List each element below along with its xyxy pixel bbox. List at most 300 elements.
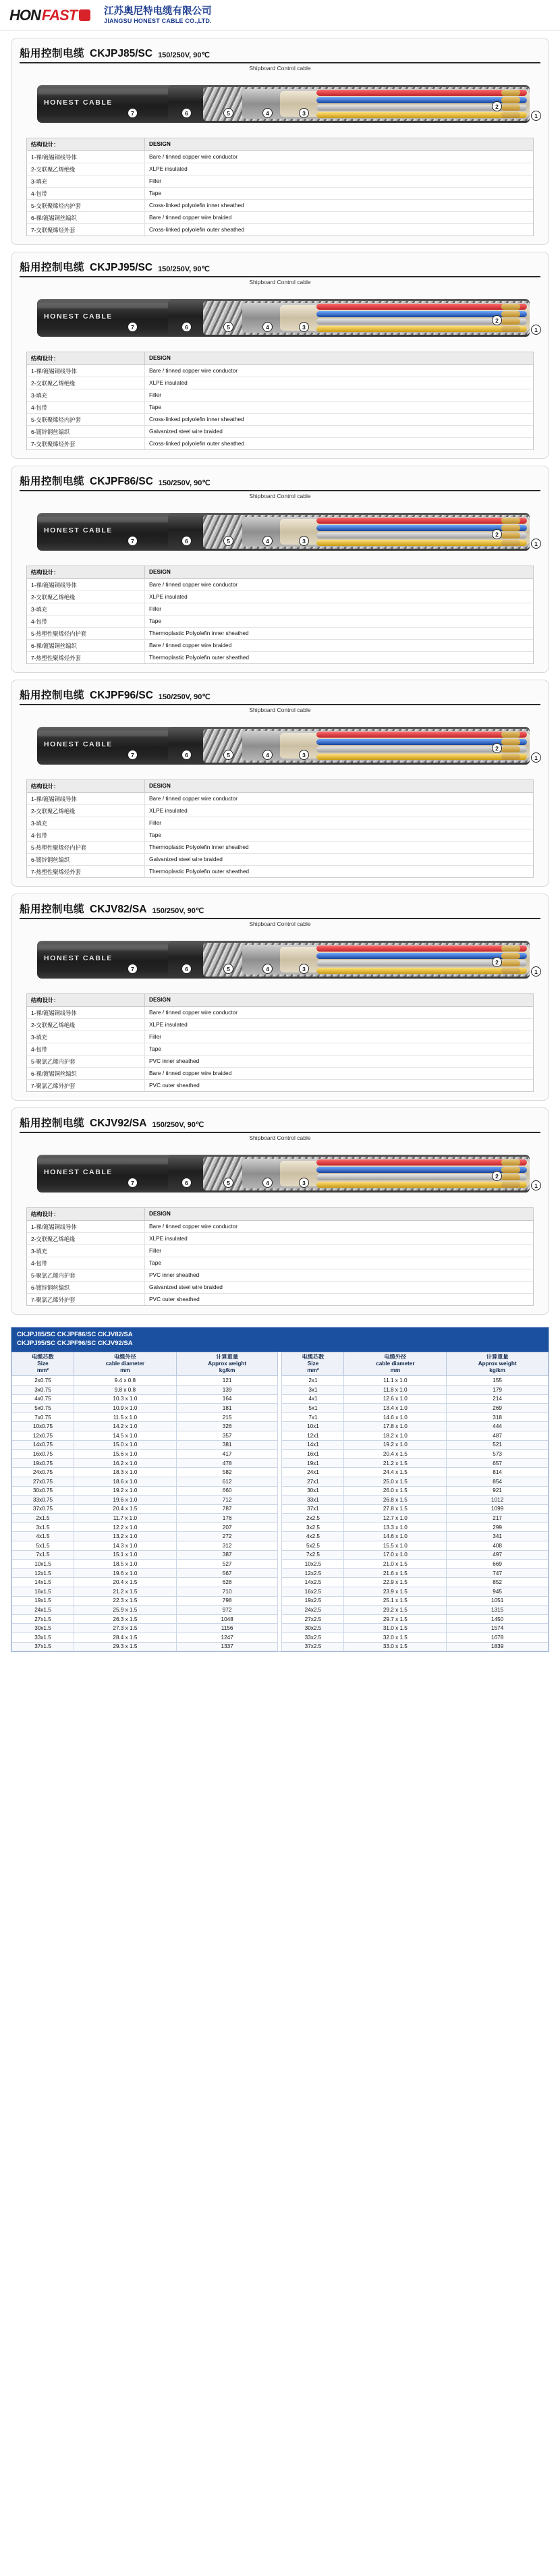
design-row xyxy=(27,212,533,224)
cell-left-1: 13.2 x 1.0 xyxy=(74,1532,176,1541)
product-title-cn: 船用控制电缆 xyxy=(20,48,85,59)
core-red xyxy=(316,732,527,738)
design-label-cn: 3-填充 xyxy=(27,1031,145,1043)
cell-right-2: 179 xyxy=(447,1385,549,1394)
design-table-header xyxy=(27,138,533,151)
cell-right-0: 3x1 xyxy=(282,1385,344,1394)
design-label-cn: 1-裸/镀锡铜线导体 xyxy=(27,151,145,163)
callout-marker-6: 6 xyxy=(181,536,192,546)
cell-right-2: 217 xyxy=(447,1514,549,1523)
design-row xyxy=(27,414,533,426)
cell-left-2: 582 xyxy=(176,1468,278,1477)
cell-left-2: 176 xyxy=(176,1514,278,1523)
cell-right-0: 19x1 xyxy=(282,1458,344,1468)
core-red xyxy=(316,946,527,952)
design-label-cn: 6-镀锌钢丝编织 xyxy=(27,1282,145,1293)
cell-left-2: 181 xyxy=(176,1404,278,1413)
col-weight-left: 计算重量 Approx weight kg/km xyxy=(176,1352,278,1376)
cell-right-1: 26.8 x 1.5 xyxy=(344,1496,447,1505)
cell-right-0: 37x1 xyxy=(282,1504,344,1514)
cell-left-0: 10x0.75 xyxy=(12,1422,74,1431)
cell-left-2: 357 xyxy=(176,1431,278,1440)
cell-right-1: 29.7 x 1.5 xyxy=(344,1614,447,1624)
design-label-en: Tape xyxy=(149,1259,161,1266)
callout-marker-1: 1 xyxy=(531,539,541,549)
design-row xyxy=(27,1233,533,1245)
design-row xyxy=(27,1257,533,1269)
design-label-cn: 7-聚氯乙烯外护套 xyxy=(27,1294,145,1305)
cell-right-0: 33x1 xyxy=(282,1496,344,1505)
cell-right-1: 11.8 x 1.0 xyxy=(344,1385,447,1394)
cell-left-2: 567 xyxy=(176,1568,278,1578)
design-label-cn: 3-填充 xyxy=(27,817,145,829)
design-label-cn: 4-包带 xyxy=(27,1257,145,1269)
design-row xyxy=(27,603,533,615)
product-title-en: Shipboard Control cable xyxy=(249,493,311,499)
product-card xyxy=(11,466,549,673)
design-row xyxy=(27,842,533,854)
cell-left-1: 19.2 x 1.0 xyxy=(74,1486,176,1496)
cell-right-0: 5x1 xyxy=(282,1404,344,1413)
product-card xyxy=(11,252,549,459)
callout-marker-7: 7 xyxy=(128,108,138,118)
design-label-en: Filler xyxy=(149,391,161,398)
table-row xyxy=(12,1587,549,1597)
cell-right-1: 18.2 x 1.0 xyxy=(344,1431,447,1440)
cell-right-2: 1450 xyxy=(447,1614,549,1624)
cell-right-0: 2x2.5 xyxy=(282,1514,344,1523)
design-label-en: PVC outer sheathed xyxy=(149,1295,200,1303)
cell-left-0: 30x0.75 xyxy=(12,1486,74,1496)
design-row xyxy=(27,1019,533,1031)
table-row xyxy=(12,1394,549,1404)
design-label-en: Filler xyxy=(149,1033,161,1040)
cell-left-2: 207 xyxy=(176,1523,278,1532)
cable-brand-print: HONEST CABLE xyxy=(44,312,113,321)
cell-right-0: 10x2.5 xyxy=(282,1560,344,1569)
design-label-en: XLPE insulated xyxy=(149,1234,188,1242)
callout-marker-5: 5 xyxy=(223,964,233,974)
design-label-en: PVC outer sheathed xyxy=(149,1081,200,1089)
cell-right-2: 487 xyxy=(447,1431,549,1440)
design-row xyxy=(27,365,533,377)
callout-marker-7: 7 xyxy=(128,322,138,332)
core-red xyxy=(316,304,527,310)
cell-right-2: 1051 xyxy=(447,1596,549,1606)
cell-left-0: 7x0.75 xyxy=(12,1413,74,1422)
product-code: CKJPF96/SC xyxy=(90,690,153,701)
design-label-cn: 2-交联聚乙烯绝缘 xyxy=(27,591,145,603)
design-label-cn: 1-裸/镀锡铜线导体 xyxy=(27,793,145,804)
cell-left-2: 121 xyxy=(176,1376,278,1386)
cell-right-2: 1099 xyxy=(447,1504,549,1514)
cell-right-2: 1574 xyxy=(447,1624,549,1633)
cell-right-0: 12x1 xyxy=(282,1431,344,1440)
cell-right-1: 13.3 x 1.0 xyxy=(344,1523,447,1532)
design-label-cn: 6-裸/镀锡铜丝编织 xyxy=(27,640,145,651)
design-table-header xyxy=(27,780,533,793)
cell-right-2: 573 xyxy=(447,1450,549,1459)
table-row xyxy=(12,1624,549,1633)
cell-right-0: 7x1 xyxy=(282,1413,344,1422)
cell-left-0: 2x0.75 xyxy=(12,1376,74,1386)
cell-right-2: 269 xyxy=(447,1404,549,1413)
cell-left-2: 660 xyxy=(176,1486,278,1496)
design-label-cn: 5-交联聚烯烃内护套 xyxy=(27,200,145,211)
cell-right-1: 19.2 x 1.0 xyxy=(344,1440,447,1450)
cell-right-0: 3x2.5 xyxy=(282,1523,344,1532)
design-row xyxy=(27,402,533,414)
cell-right-1: 12.7 x 1.0 xyxy=(344,1514,447,1523)
core-yellow xyxy=(316,1182,527,1188)
design-label-cn: 4-包带 xyxy=(27,829,145,841)
table-row xyxy=(12,1596,549,1606)
product-title-cn: 船用控制电缆 xyxy=(20,476,85,487)
design-label-cn: 2-交联聚乙烯绝缘 xyxy=(27,1019,145,1031)
cell-left-1: 11.5 x 1.0 xyxy=(74,1413,176,1422)
cell-right-2: 318 xyxy=(447,1413,549,1422)
cell-right-0: 2x1 xyxy=(282,1376,344,1386)
design-row xyxy=(27,829,533,842)
design-row xyxy=(27,817,533,829)
logo-text-black: HON xyxy=(9,6,40,24)
product-title-row xyxy=(20,687,540,705)
cell-left-2: 710 xyxy=(176,1587,278,1597)
spec-title-line-1: CKJPJ85/SC CKJPF86/SC CKJV82/SA xyxy=(17,1331,133,1338)
design-table-header xyxy=(27,352,533,365)
cell-left-0: 19x1.5 xyxy=(12,1596,74,1606)
cable-illustration xyxy=(26,503,538,561)
cell-left-2: 798 xyxy=(176,1596,278,1606)
design-label-cn: 5-热塑性聚烯烃内护套 xyxy=(27,842,145,853)
product-title-row xyxy=(20,1115,540,1133)
cable-illustration xyxy=(26,76,538,134)
design-label-cn: 7-聚氯乙烯外护套 xyxy=(27,1080,145,1091)
design-label-cn: 1-裸/镀锡铜线导体 xyxy=(27,579,145,591)
callout-marker-2: 2 xyxy=(492,743,502,753)
design-label-cn: 4-包带 xyxy=(27,188,145,199)
product-title-en: Shipboard Control cable xyxy=(249,707,311,713)
design-label-cn: 4-包带 xyxy=(27,1043,145,1055)
table-row xyxy=(12,1413,549,1422)
product-voltage-temp: 150/250V, 90℃ xyxy=(158,265,210,273)
design-label-cn: 2-交联聚乙烯绝缘 xyxy=(27,377,145,389)
product-title-cn: 船用控制电缆 xyxy=(20,904,85,915)
cable-brand-print: HONEST CABLE xyxy=(44,99,113,107)
cell-right-1: 32.0 x 1.5 xyxy=(344,1633,447,1643)
design-row xyxy=(27,175,533,188)
cell-right-2: 444 xyxy=(447,1422,549,1431)
design-row xyxy=(27,1294,533,1305)
cell-left-0: 37x0.75 xyxy=(12,1504,74,1514)
logo-square-icon xyxy=(79,9,90,21)
product-title-en: Shipboard Control cable xyxy=(249,65,311,72)
cell-right-2: 341 xyxy=(447,1532,549,1541)
cell-left-1: 18.5 x 1.0 xyxy=(74,1560,176,1569)
core-red xyxy=(316,90,527,96)
cell-left-2: 139 xyxy=(176,1385,278,1394)
cell-left-1: 26.3 x 1.5 xyxy=(74,1614,176,1624)
callout-marker-1: 1 xyxy=(531,1180,541,1190)
cable-brand-print: HONEST CABLE xyxy=(44,526,113,535)
cell-left-0: 27x0.75 xyxy=(12,1477,74,1486)
cell-left-0: 5x1.5 xyxy=(12,1541,74,1551)
cell-left-1: 21.2 x 1.5 xyxy=(74,1587,176,1597)
design-label-cn: 3-填充 xyxy=(27,1245,145,1257)
cell-right-0: 24x1 xyxy=(282,1468,344,1477)
design-table xyxy=(26,993,534,1092)
design-row xyxy=(27,805,533,817)
design-row xyxy=(27,628,533,640)
cable-illustration xyxy=(26,931,538,989)
design-header-cn: 结构设计： xyxy=(27,780,145,792)
design-row xyxy=(27,866,533,877)
design-header-cn: 结构设计： xyxy=(27,1208,145,1220)
cell-right-1: 25.1 x 1.5 xyxy=(344,1596,447,1606)
design-table xyxy=(26,1207,534,1306)
table-row xyxy=(12,1458,549,1468)
cell-left-1: 20.4 x 1.5 xyxy=(74,1504,176,1514)
core-yellow xyxy=(316,112,527,118)
cell-left-0: 33x1.5 xyxy=(12,1633,74,1643)
spec-table-head xyxy=(12,1352,549,1376)
cell-right-2: 669 xyxy=(447,1560,549,1569)
callout-marker-5: 5 xyxy=(223,322,233,332)
design-row xyxy=(27,1043,533,1056)
cell-left-1: 19.6 x 1.0 xyxy=(74,1496,176,1505)
design-label-cn: 5-聚氯乙烯内护套 xyxy=(27,1269,145,1281)
design-label-en: XLPE insulated xyxy=(149,593,188,600)
cell-left-2: 527 xyxy=(176,1560,278,1569)
product-voltage-temp: 150/250V, 90℃ xyxy=(152,1121,204,1129)
product-voltage-temp: 150/250V, 90℃ xyxy=(158,479,211,487)
design-row xyxy=(27,377,533,389)
product-voltage-temp: 150/250V, 90℃ xyxy=(158,51,210,59)
cell-left-0: 4x1.5 xyxy=(12,1532,74,1541)
cell-left-2: 628 xyxy=(176,1578,278,1587)
cell-left-1: 29.3 x 1.5 xyxy=(74,1642,176,1651)
core-yellow xyxy=(316,754,527,760)
cell-left-0: 37x1.5 xyxy=(12,1642,74,1651)
callout-marker-4: 4 xyxy=(262,1178,273,1188)
cell-left-1: 14.2 x 1.0 xyxy=(74,1422,176,1431)
cell-left-2: 972 xyxy=(176,1606,278,1615)
cell-right-1: 29.2 x 1.5 xyxy=(344,1606,447,1615)
cell-right-1: 21.2 x 1.5 xyxy=(344,1458,447,1468)
design-label-en: XLPE insulated xyxy=(149,1020,188,1028)
cell-right-2: 408 xyxy=(447,1541,549,1551)
page-header xyxy=(0,0,560,31)
cell-left-1: 14.5 x 1.0 xyxy=(74,1431,176,1440)
callout-marker-4: 4 xyxy=(262,964,273,974)
design-row xyxy=(27,1245,533,1257)
cell-left-0: 30x1.5 xyxy=(12,1624,74,1633)
cell-left-2: 312 xyxy=(176,1541,278,1551)
callout-marker-1: 1 xyxy=(531,325,541,335)
callout-marker-6: 6 xyxy=(181,1178,192,1188)
cell-right-1: 27.8 x 1.5 xyxy=(344,1504,447,1514)
table-row xyxy=(12,1431,549,1440)
design-label-en: Galvanized steel wire braided xyxy=(149,855,223,862)
callout-marker-7: 7 xyxy=(128,964,138,974)
cell-left-2: 1247 xyxy=(176,1633,278,1643)
cell-left-0: 4x0.75 xyxy=(12,1394,74,1404)
design-row xyxy=(27,163,533,175)
cell-right-1: 22.9 x 1.5 xyxy=(344,1578,447,1587)
table-row xyxy=(12,1504,549,1514)
product-code: CKJPJ85/SC xyxy=(90,48,153,59)
callout-marker-2: 2 xyxy=(492,101,502,111)
cell-right-1: 25.0 x 1.5 xyxy=(344,1477,447,1486)
design-row xyxy=(27,615,533,628)
callout-marker-6: 6 xyxy=(181,108,192,118)
product-title-en: Shipboard Control cable xyxy=(249,921,311,927)
cell-left-2: 381 xyxy=(176,1440,278,1450)
design-label-en: Bare / tinned copper wire braided xyxy=(149,213,232,221)
spec-table-title xyxy=(11,1327,549,1352)
design-label-en: PVC inner sheathed xyxy=(149,1057,200,1064)
callout-marker-3: 3 xyxy=(299,1178,309,1188)
cell-left-2: 1048 xyxy=(176,1614,278,1624)
product-title-row xyxy=(20,901,540,919)
cell-right-1: 31.0 x 1.5 xyxy=(344,1624,447,1633)
cell-left-0: 33x0.75 xyxy=(12,1496,74,1505)
cell-right-2: 1839 xyxy=(447,1642,549,1651)
design-row xyxy=(27,652,533,663)
cell-left-0: 3x1.5 xyxy=(12,1523,74,1532)
design-row xyxy=(27,579,533,591)
spec-title-line-2: CKJPJ95/SC CKJPF96/SC CKJV92/SA xyxy=(17,1339,133,1347)
design-table xyxy=(26,352,534,450)
cell-right-1: 21.6 x 1.5 xyxy=(344,1568,447,1578)
design-row xyxy=(27,1221,533,1233)
table-row xyxy=(12,1486,549,1496)
product-title-cn: 船用控制电缆 xyxy=(20,262,85,273)
cell-left-1: 27.3 x 1.5 xyxy=(74,1624,176,1633)
design-label-cn: 1-裸/镀锡铜线导体 xyxy=(27,1007,145,1018)
cell-left-0: 14x1.5 xyxy=(12,1578,74,1587)
cell-left-0: 14x0.75 xyxy=(12,1440,74,1450)
cell-left-2: 326 xyxy=(176,1422,278,1431)
cell-left-1: 9.4 x 0.8 xyxy=(74,1376,176,1386)
cell-right-0: 14x1 xyxy=(282,1440,344,1450)
table-row xyxy=(12,1376,549,1386)
table-row xyxy=(12,1385,549,1394)
design-label-cn: 2-交联聚乙烯绝缘 xyxy=(27,1233,145,1244)
cable-brand-print: HONEST CABLE xyxy=(44,740,113,748)
callout-marker-5: 5 xyxy=(223,750,233,760)
cell-right-0: 4x2.5 xyxy=(282,1532,344,1541)
callout-marker-7: 7 xyxy=(128,536,138,546)
cell-left-1: 20.4 x 1.5 xyxy=(74,1578,176,1587)
design-label-en: Cross-linked polyolefin inner sheathed xyxy=(149,201,244,209)
design-label-en: Bare / tinned copper wire conductor xyxy=(149,1008,237,1016)
table-row xyxy=(12,1523,549,1532)
cell-right-0: 24x2.5 xyxy=(282,1606,344,1615)
design-label-en: Filler xyxy=(149,1246,161,1254)
company-name xyxy=(104,6,212,24)
design-header-en: DESIGN xyxy=(149,782,171,789)
design-label-cn: 7-热塑性聚烯烃外套 xyxy=(27,866,145,877)
cell-right-2: 921 xyxy=(447,1486,549,1496)
cell-left-1: 19.6 x 1.0 xyxy=(74,1568,176,1578)
cell-right-0: 37x2.5 xyxy=(282,1642,344,1651)
design-label-en: Cross-linked polyolefin inner sheathed xyxy=(149,415,244,422)
design-row xyxy=(27,438,533,449)
cell-left-0: 12x0.75 xyxy=(12,1431,74,1440)
cell-left-1: 10.3 x 1.0 xyxy=(74,1394,176,1404)
design-label-cn: 6-裸/镀锡铜丝编织 xyxy=(27,1068,145,1079)
product-title-cn: 船用控制电缆 xyxy=(20,690,85,701)
col-size-left: 电缆芯数 Size mm² xyxy=(12,1352,74,1376)
design-row xyxy=(27,1068,533,1080)
cell-left-2: 164 xyxy=(176,1394,278,1404)
cell-left-1: 14.3 x 1.0 xyxy=(74,1541,176,1551)
cell-right-2: 299 xyxy=(447,1523,549,1532)
design-label-en: Bare / tinned copper wire braided xyxy=(149,641,232,649)
cell-right-0: 7x2.5 xyxy=(282,1550,344,1560)
callout-marker-3: 3 xyxy=(299,322,309,332)
design-label-cn: 3-填充 xyxy=(27,389,145,401)
design-label-en: Filler xyxy=(149,819,161,826)
spec-table-body xyxy=(12,1376,549,1651)
design-label-en: XLPE insulated xyxy=(149,379,188,386)
cell-right-0: 12x2.5 xyxy=(282,1568,344,1578)
design-label-en: Bare / tinned copper wire conductor xyxy=(149,366,237,374)
design-table xyxy=(26,566,534,664)
table-row xyxy=(12,1440,549,1450)
cell-left-2: 215 xyxy=(176,1413,278,1422)
design-label-cn: 5-聚氯乙烯内护套 xyxy=(27,1056,145,1067)
cell-left-0: 10x1.5 xyxy=(12,1560,74,1569)
cell-right-2: 497 xyxy=(447,1550,549,1560)
cell-right-2: 657 xyxy=(447,1458,549,1468)
design-row xyxy=(27,1007,533,1019)
design-label-cn: 6-镀锌钢丝编织 xyxy=(27,854,145,865)
cell-left-0: 19x0.75 xyxy=(12,1458,74,1468)
callout-marker-2: 2 xyxy=(492,957,502,967)
cable-illustration xyxy=(26,1145,538,1203)
design-label-cn: 7-热塑性聚烯烃外套 xyxy=(27,652,145,663)
cell-right-1: 23.9 x 1.5 xyxy=(344,1587,447,1597)
design-row xyxy=(27,1056,533,1068)
cell-right-0: 27x1 xyxy=(282,1477,344,1486)
design-label-en: Tape xyxy=(149,617,161,624)
cell-left-0: 3x0.75 xyxy=(12,1385,74,1394)
cell-right-0: 27x2.5 xyxy=(282,1614,344,1624)
callout-marker-2: 2 xyxy=(492,315,502,325)
cell-right-2: 945 xyxy=(447,1587,549,1597)
callout-marker-3: 3 xyxy=(299,108,309,118)
cell-right-0: 16x1 xyxy=(282,1450,344,1459)
callout-marker-5: 5 xyxy=(223,536,233,546)
design-table-header xyxy=(27,566,533,579)
callout-marker-2: 2 xyxy=(492,529,502,539)
cell-left-2: 612 xyxy=(176,1477,278,1486)
design-row xyxy=(27,1031,533,1043)
design-row xyxy=(27,591,533,603)
design-label-cn: 4-包带 xyxy=(27,402,145,413)
design-row xyxy=(27,188,533,200)
design-label-cn: 3-填充 xyxy=(27,175,145,187)
design-label-cn: 2-交联聚乙烯绝缘 xyxy=(27,163,145,175)
table-row xyxy=(12,1568,549,1578)
table-row xyxy=(12,1422,549,1431)
product-code: CKJV82/SA xyxy=(90,904,147,915)
cable-illustration xyxy=(26,290,538,348)
design-label-cn: 2-交联聚乙烯绝缘 xyxy=(27,805,145,817)
design-row xyxy=(27,1080,533,1091)
